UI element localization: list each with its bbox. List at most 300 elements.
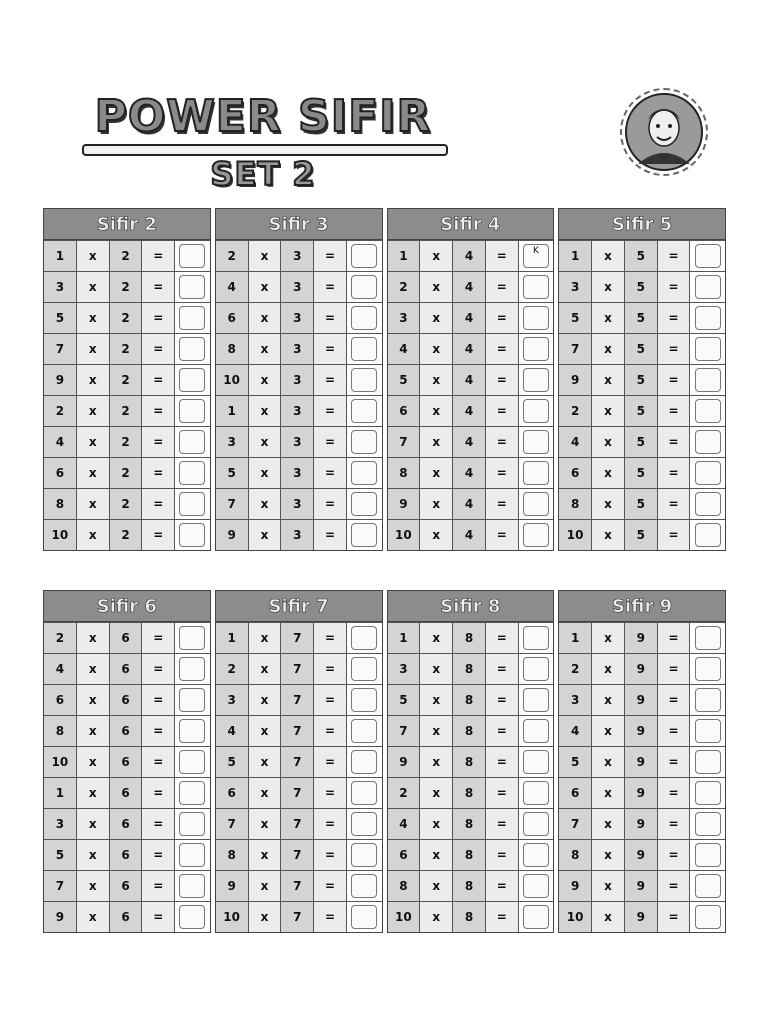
answer-box[interactable] xyxy=(695,461,721,485)
answer-box[interactable] xyxy=(523,657,549,681)
answer-box[interactable] xyxy=(351,275,377,299)
operator-sign: x xyxy=(420,716,453,746)
multiplier: 6 xyxy=(110,871,143,901)
answer-box[interactable] xyxy=(523,399,549,423)
answer-box[interactable] xyxy=(695,657,721,681)
equals-sign: = xyxy=(486,871,519,901)
answer-box[interactable] xyxy=(695,399,721,423)
multiplier: 6 xyxy=(110,778,143,808)
answer-cell xyxy=(690,458,725,488)
answer-box[interactable] xyxy=(523,461,549,485)
multiplier: 6 xyxy=(110,654,143,684)
table-row xyxy=(388,653,554,684)
multiplier: 7 xyxy=(281,871,314,901)
answer-box[interactable] xyxy=(179,719,205,743)
table-row xyxy=(559,808,725,839)
answer-cell xyxy=(690,489,725,519)
table-row xyxy=(216,519,382,550)
answer-box[interactable] xyxy=(351,843,377,867)
multiplier: 7 xyxy=(281,809,314,839)
answer-box[interactable] xyxy=(179,368,205,392)
answer-cell xyxy=(175,520,210,550)
answer-box[interactable] xyxy=(351,368,377,392)
table-row xyxy=(216,426,382,457)
equals-sign: = xyxy=(486,778,519,808)
equals-sign: = xyxy=(142,778,175,808)
operator-sign: x xyxy=(77,396,110,426)
table-title: Sifir 2 xyxy=(44,209,210,240)
answer-cell xyxy=(690,871,725,901)
equals-sign: = xyxy=(486,840,519,870)
answer-box[interactable] xyxy=(695,244,721,268)
equals-sign: = xyxy=(314,427,347,457)
answer-box[interactable] xyxy=(351,244,377,268)
table-row xyxy=(216,777,382,808)
sifir-table xyxy=(387,590,555,933)
multiplier: 9 xyxy=(625,778,658,808)
answer-cell xyxy=(519,520,554,550)
multiplicand: 10 xyxy=(216,902,249,932)
tables-row-bottom xyxy=(43,590,726,933)
answer-box[interactable] xyxy=(695,626,721,650)
operator-sign: x xyxy=(249,685,282,715)
sifir-table xyxy=(215,590,383,933)
answer-box[interactable] xyxy=(523,337,549,361)
answer-box[interactable] xyxy=(695,874,721,898)
answer-box[interactable] xyxy=(179,399,205,423)
table-title: Sifir 7 xyxy=(216,591,382,622)
answer-cell xyxy=(175,747,210,777)
answer-box[interactable] xyxy=(351,523,377,547)
equals-sign: = xyxy=(486,396,519,426)
multiplier: 4 xyxy=(453,241,486,271)
answer-cell xyxy=(347,623,382,653)
answer-box[interactable] xyxy=(179,626,205,650)
operator-sign: x xyxy=(77,809,110,839)
answer-box[interactable] xyxy=(523,688,549,712)
answer-box[interactable] xyxy=(351,812,377,836)
answer-box[interactable] xyxy=(695,843,721,867)
operator-sign: x xyxy=(249,427,282,457)
table-row xyxy=(388,333,554,364)
multiplicand: 8 xyxy=(216,334,249,364)
answer-cell xyxy=(690,840,725,870)
table-row xyxy=(44,395,210,426)
answer-cell xyxy=(175,623,210,653)
answer-box[interactable] xyxy=(179,781,205,805)
equals-sign: = xyxy=(142,685,175,715)
multiplicand: 2 xyxy=(216,654,249,684)
multiplier: 6 xyxy=(110,685,143,715)
table-row xyxy=(216,457,382,488)
table-row xyxy=(559,271,725,302)
equals-sign: = xyxy=(314,685,347,715)
table-row xyxy=(559,622,725,653)
equals-sign: = xyxy=(486,365,519,395)
multiplicand: 2 xyxy=(44,396,77,426)
operator-sign: x xyxy=(420,365,453,395)
multiplicand: 7 xyxy=(216,809,249,839)
answer-cell xyxy=(175,685,210,715)
equals-sign: = xyxy=(658,809,691,839)
multiplier: 4 xyxy=(453,303,486,333)
answer-cell xyxy=(347,489,382,519)
equals-sign: = xyxy=(486,272,519,302)
table-title: Sifir 4 xyxy=(388,209,554,240)
multiplier: 8 xyxy=(453,716,486,746)
equals-sign: = xyxy=(658,520,691,550)
table-row xyxy=(44,488,210,519)
answer-box[interactable] xyxy=(351,461,377,485)
table-row xyxy=(44,808,210,839)
operator-sign: x xyxy=(420,654,453,684)
page-title: POWER SIFIR xyxy=(94,91,432,142)
multiplier: 5 xyxy=(625,396,658,426)
multiplier: 7 xyxy=(281,685,314,715)
table-row xyxy=(44,271,210,302)
multiplier: 5 xyxy=(625,427,658,457)
answer-box[interactable] xyxy=(695,275,721,299)
equals-sign: = xyxy=(142,489,175,519)
answer-box[interactable] xyxy=(523,523,549,547)
multiplicand: 3 xyxy=(559,272,592,302)
multiplier: 4 xyxy=(453,427,486,457)
multiplier: 5 xyxy=(625,489,658,519)
operator-sign: x xyxy=(249,272,282,302)
equals-sign: = xyxy=(658,427,691,457)
equals-sign: = xyxy=(314,396,347,426)
multiplier: 4 xyxy=(453,365,486,395)
answer-box[interactable] xyxy=(179,306,205,330)
answer-box[interactable] xyxy=(523,874,549,898)
answer-box[interactable] xyxy=(351,750,377,774)
answer-box[interactable] xyxy=(695,688,721,712)
equals-sign: = xyxy=(658,272,691,302)
multiplicand: 9 xyxy=(388,747,421,777)
answer-box[interactable] xyxy=(523,492,549,516)
multiplier: 3 xyxy=(281,334,314,364)
answer-box[interactable] xyxy=(179,843,205,867)
answer-box[interactable] xyxy=(523,719,549,743)
answer-box[interactable] xyxy=(695,306,721,330)
answer-cell xyxy=(175,272,210,302)
answer-box[interactable] xyxy=(695,750,721,774)
multiplicand: 9 xyxy=(216,520,249,550)
multiplier: 9 xyxy=(625,809,658,839)
answer-cell xyxy=(690,241,725,271)
answer-box[interactable] xyxy=(351,905,377,929)
table-row xyxy=(44,870,210,901)
table-title: Sifir 9 xyxy=(559,591,725,622)
multiplier: 8 xyxy=(453,654,486,684)
operator-sign: x xyxy=(249,654,282,684)
multiplicand: 5 xyxy=(388,685,421,715)
equals-sign: = xyxy=(142,520,175,550)
table-row xyxy=(388,684,554,715)
tables-row-top xyxy=(43,208,726,551)
table-row xyxy=(559,715,725,746)
operator-sign: x xyxy=(592,427,625,457)
operator-sign: x xyxy=(592,396,625,426)
multiplier: 5 xyxy=(625,365,658,395)
multiplier: 9 xyxy=(625,871,658,901)
sifir-table xyxy=(558,208,726,551)
multiplier: 8 xyxy=(453,778,486,808)
operator-sign: x xyxy=(249,871,282,901)
multiplier: 2 xyxy=(110,489,143,519)
answer-cell xyxy=(347,716,382,746)
equals-sign: = xyxy=(658,902,691,932)
answer-box[interactable] xyxy=(695,719,721,743)
equals-sign: = xyxy=(314,365,347,395)
table-row xyxy=(388,715,554,746)
equals-sign: = xyxy=(486,747,519,777)
equals-sign: = xyxy=(314,272,347,302)
equals-sign: = xyxy=(658,778,691,808)
answer-box[interactable] xyxy=(351,719,377,743)
answer-box[interactable] xyxy=(695,905,721,929)
answer-box[interactable] xyxy=(523,626,549,650)
multiplicand: 3 xyxy=(388,654,421,684)
multiplicand: 4 xyxy=(559,427,592,457)
multiplier: 6 xyxy=(110,809,143,839)
equals-sign: = xyxy=(142,716,175,746)
answer-box[interactable] xyxy=(351,306,377,330)
operator-sign: x xyxy=(249,241,282,271)
answer-cell xyxy=(690,334,725,364)
multiplicand: 2 xyxy=(559,396,592,426)
multiplicand: 3 xyxy=(44,272,77,302)
operator-sign: x xyxy=(420,427,453,457)
answer-cell xyxy=(347,334,382,364)
answer-cell xyxy=(690,809,725,839)
multiplicand: 3 xyxy=(216,685,249,715)
answer-cell xyxy=(519,241,554,271)
answer-box[interactable] xyxy=(523,905,549,929)
answer-cell xyxy=(347,303,382,333)
answer-cell xyxy=(175,489,210,519)
answer-box[interactable] xyxy=(179,492,205,516)
answer-box[interactable] xyxy=(351,337,377,361)
multiplier: 3 xyxy=(281,272,314,302)
equals-sign: = xyxy=(486,334,519,364)
answer-box[interactable] xyxy=(351,688,377,712)
table-row xyxy=(44,333,210,364)
multiplicand: 4 xyxy=(388,809,421,839)
answer-box[interactable] xyxy=(523,781,549,805)
multiplicand: 7 xyxy=(559,334,592,364)
equals-sign: = xyxy=(314,458,347,488)
operator-sign: x xyxy=(77,334,110,364)
answer-box[interactable] xyxy=(179,461,205,485)
operator-sign: x xyxy=(420,458,453,488)
answer-cell xyxy=(347,520,382,550)
table-row xyxy=(216,302,382,333)
answer-box[interactable] xyxy=(695,492,721,516)
multiplier: 5 xyxy=(625,458,658,488)
table-row xyxy=(44,426,210,457)
answer-box[interactable] xyxy=(179,337,205,361)
multiplicand: 6 xyxy=(388,396,421,426)
multiplicand: 1 xyxy=(44,241,77,271)
answer-box[interactable] xyxy=(523,430,549,454)
table-row xyxy=(388,746,554,777)
operator-sign: x xyxy=(77,685,110,715)
answer-box[interactable] xyxy=(179,523,205,547)
multiplier: 4 xyxy=(453,520,486,550)
multiplicand: 8 xyxy=(44,716,77,746)
operator-sign: x xyxy=(249,365,282,395)
operator-sign: x xyxy=(77,623,110,653)
multiplicand: 1 xyxy=(559,241,592,271)
multiplier: 2 xyxy=(110,241,143,271)
answer-cell xyxy=(690,654,725,684)
answer-box[interactable] xyxy=(351,874,377,898)
operator-sign: x xyxy=(77,272,110,302)
answer-box[interactable] xyxy=(179,244,205,268)
answer-box[interactable] xyxy=(351,626,377,650)
multiplicand: 9 xyxy=(559,365,592,395)
table-row xyxy=(388,839,554,870)
table-row xyxy=(388,302,554,333)
multiplicand: 2 xyxy=(216,241,249,271)
equals-sign: = xyxy=(658,716,691,746)
answer-box[interactable] xyxy=(351,430,377,454)
multiplicand: 4 xyxy=(216,716,249,746)
operator-sign: x xyxy=(420,334,453,364)
operator-sign: x xyxy=(592,365,625,395)
table-row xyxy=(388,901,554,932)
multiplicand: 3 xyxy=(216,427,249,457)
answer-box[interactable] xyxy=(695,781,721,805)
answer-box[interactable] xyxy=(523,843,549,867)
table-row xyxy=(216,901,382,932)
operator-sign: x xyxy=(592,272,625,302)
multiplier: 2 xyxy=(110,365,143,395)
answer-box[interactable] xyxy=(523,368,549,392)
answer-box[interactable] xyxy=(179,430,205,454)
multiplier: 2 xyxy=(110,272,143,302)
answer-cell xyxy=(690,365,725,395)
multiplier: 5 xyxy=(625,520,658,550)
operator-sign: x xyxy=(420,902,453,932)
table-row xyxy=(216,839,382,870)
operator-sign: x xyxy=(249,334,282,364)
equals-sign: = xyxy=(658,241,691,271)
answer-box[interactable] xyxy=(695,430,721,454)
equals-sign: = xyxy=(142,427,175,457)
answer-box[interactable] xyxy=(351,657,377,681)
answer-box[interactable] xyxy=(523,750,549,774)
multiplier: 7 xyxy=(281,654,314,684)
multiplicand: 8 xyxy=(44,489,77,519)
sifir-table xyxy=(387,208,555,551)
table-row xyxy=(559,839,725,870)
multiplicand: 7 xyxy=(388,716,421,746)
answer-cell xyxy=(519,840,554,870)
avatar-portrait-icon xyxy=(624,92,704,172)
table-row xyxy=(44,839,210,870)
answer-box[interactable] xyxy=(695,368,721,392)
answer-cell xyxy=(519,623,554,653)
equals-sign: = xyxy=(142,303,175,333)
multiplier: 2 xyxy=(110,303,143,333)
table-title: Sifir 8 xyxy=(388,591,554,622)
answer-box[interactable] xyxy=(523,812,549,836)
multiplicand: 7 xyxy=(388,427,421,457)
answer-box[interactable] xyxy=(351,399,377,423)
answer-box[interactable] xyxy=(179,688,205,712)
answer-cell xyxy=(347,809,382,839)
answer-box[interactable] xyxy=(523,275,549,299)
multiplier: 7 xyxy=(281,716,314,746)
answer-cell xyxy=(519,716,554,746)
answer-box[interactable]: K xyxy=(523,244,549,268)
equals-sign: = xyxy=(142,458,175,488)
table-row xyxy=(559,653,725,684)
answer-cell xyxy=(175,458,210,488)
multiplicand: 10 xyxy=(44,520,77,550)
answer-box[interactable] xyxy=(179,657,205,681)
multiplicand: 9 xyxy=(559,871,592,901)
table-row xyxy=(388,488,554,519)
multiplier: 6 xyxy=(110,747,143,777)
operator-sign: x xyxy=(592,303,625,333)
operator-sign: x xyxy=(420,241,453,271)
answer-box[interactable] xyxy=(351,492,377,516)
multiplicand: 6 xyxy=(388,840,421,870)
answer-box[interactable] xyxy=(695,523,721,547)
multiplier: 3 xyxy=(281,303,314,333)
answer-box[interactable] xyxy=(695,812,721,836)
multiplier: 6 xyxy=(110,840,143,870)
operator-sign: x xyxy=(592,685,625,715)
equals-sign: = xyxy=(486,489,519,519)
answer-box[interactable] xyxy=(523,306,549,330)
multiplier: 2 xyxy=(110,520,143,550)
answer-box[interactable] xyxy=(179,750,205,774)
answer-cell xyxy=(347,685,382,715)
multiplicand: 5 xyxy=(44,840,77,870)
answer-cell xyxy=(519,902,554,932)
table-row xyxy=(44,519,210,550)
multiplier: 2 xyxy=(110,458,143,488)
answer-box[interactable] xyxy=(179,812,205,836)
operator-sign: x xyxy=(249,809,282,839)
table-row xyxy=(388,870,554,901)
answer-box[interactable] xyxy=(179,905,205,929)
answer-cell xyxy=(175,778,210,808)
multiplicand: 5 xyxy=(44,303,77,333)
answer-box[interactable] xyxy=(179,874,205,898)
operator-sign: x xyxy=(249,303,282,333)
answer-cell xyxy=(690,778,725,808)
table-row xyxy=(216,653,382,684)
multiplicand: 4 xyxy=(44,654,77,684)
answer-cell xyxy=(347,272,382,302)
multiplicand: 3 xyxy=(388,303,421,333)
table-row xyxy=(559,488,725,519)
multiplier: 4 xyxy=(453,489,486,519)
answer-box[interactable] xyxy=(351,781,377,805)
answer-box[interactable] xyxy=(695,337,721,361)
operator-sign: x xyxy=(77,520,110,550)
equals-sign: = xyxy=(314,809,347,839)
table-title: Sifir 3 xyxy=(216,209,382,240)
answer-box[interactable] xyxy=(179,275,205,299)
operator-sign: x xyxy=(77,427,110,457)
table-row xyxy=(388,777,554,808)
